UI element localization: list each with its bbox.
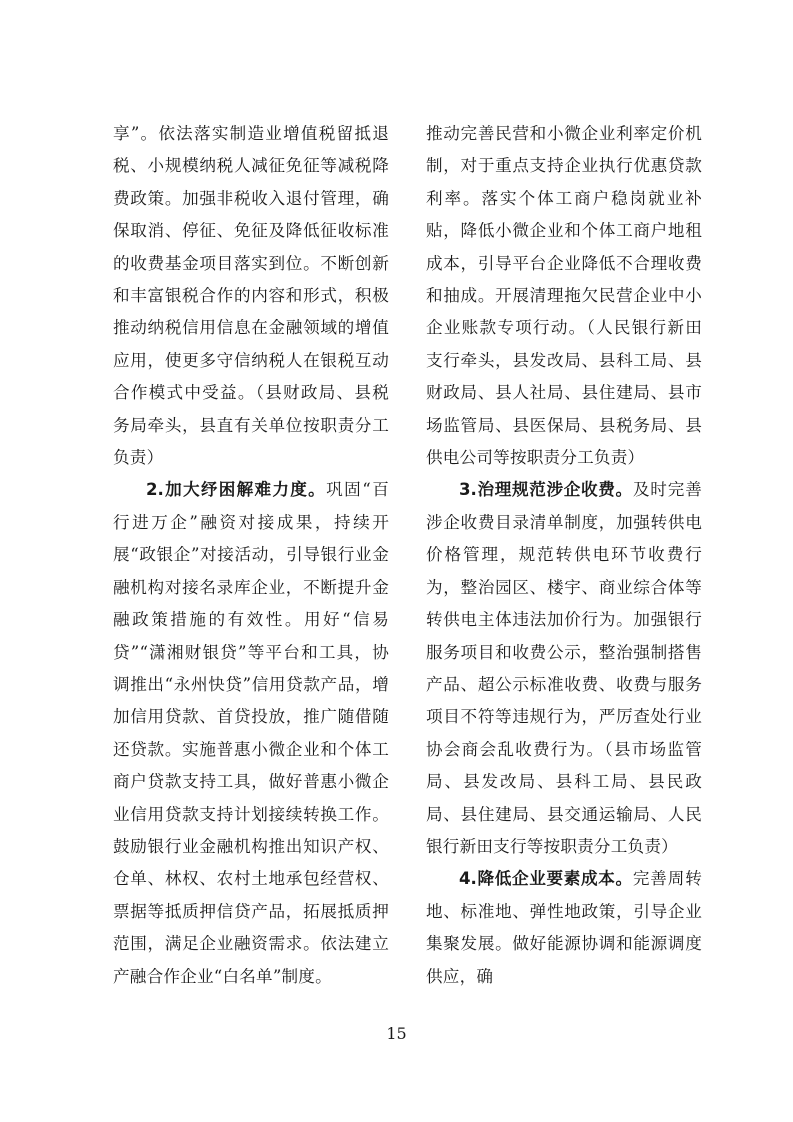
paragraph-text: 及时完善涉企收费目录清单制度，加强转供电价格管理，规范转供电环节收费行为，整治园区、楼宇、商业综合体等转供电主体违法加价行为。加强银行服务项目和收费公示，整治强制搭售产品、超公示标准收费、收费与服务项目不符等违规行为，严厉查处行业协会商会乱收费行为。（县市场监管局、县发改局、县科工局、县民政局、县住建局、县交通运输局、人民银行新田支行等按职责分工负责） — [426, 480, 702, 856]
paragraph-interest-rate — [426, 118, 702, 474]
paragraph-tax-reduction — [113, 118, 389, 474]
paragraph-relief-efforts — [113, 474, 389, 993]
right-column — [426, 118, 702, 993]
section-heading-3: 3.治理规范涉企收费。 — [459, 480, 633, 500]
left-column — [113, 118, 389, 993]
section-heading-4: 4.降低企业要素成本。 — [459, 869, 633, 889]
section-heading-2: 2.加大纾困解难力度。 — [146, 480, 327, 500]
paragraph-text: 享”。依法落实制造业增值税留抵退税、小规模纳税人减征免征等减税降费政策。加强非税收入退付管理，确保取消、停征、免征及降低征收标准的收费基金项目落实到位。不断创新和丰富银税合作的内容和形式，积极推动纳税信用信息在金融领域的增值应用，使更多守信纳税人在银税互动合作模式中受益。（县财政局、县税务局牵头，县直有关单位按职责分工负责） — [113, 124, 389, 468]
paragraph-text: 完善周转地、标准地、弹性地政策，引导企业集聚发展。做好能源协调和能源调度供应，确 — [426, 869, 702, 986]
paragraph-text: 推动完善民营和小微企业利率定价机制，对于重点支持企业执行优惠贷款利率。落实个体工商户稳岗就业补贴，降低小微企业和个体工商户地租成本，引导平台企业降低不合理收费和抽成。开展清理拖欠民营企业中小企业账款专项行动。（人民银行新田支行牵头，县发改局、县科工局、县财政局、县人社局、县住建局、县市场监管局、县医保局、县税务局、县供电公司等按职责分工负责） — [426, 124, 702, 468]
paragraph-cost-reduction — [426, 863, 702, 993]
paragraph-fee-regulation — [426, 474, 702, 863]
paragraph-text: 巩固“百行进万企”融资对接成果，持续开展“政银企”对接活动，引导银行业金融机构对接名录库企业，不断提升金融政策措施的有效性。用好“信易贷”“潇湘财银贷”等平台和工具，协调推出“永州快贷”信用贷款产品，增加信用贷款、首贷投放，推广随借随还贷款。实施普惠小微企业和个体工商户贷款支持工具，做好普惠小微企业信用贷款支持计划接续转换工作。鼓励银行业金融机构推出知识产权、仓单、林权、农村土地承包经营权、票据等抵质押信贷产品，拓展抵质押范围，满足企业融资需求。依法建立产融合作企业“白名单”制度。 — [113, 480, 389, 986]
page-number: 15 — [386, 1024, 407, 1043]
